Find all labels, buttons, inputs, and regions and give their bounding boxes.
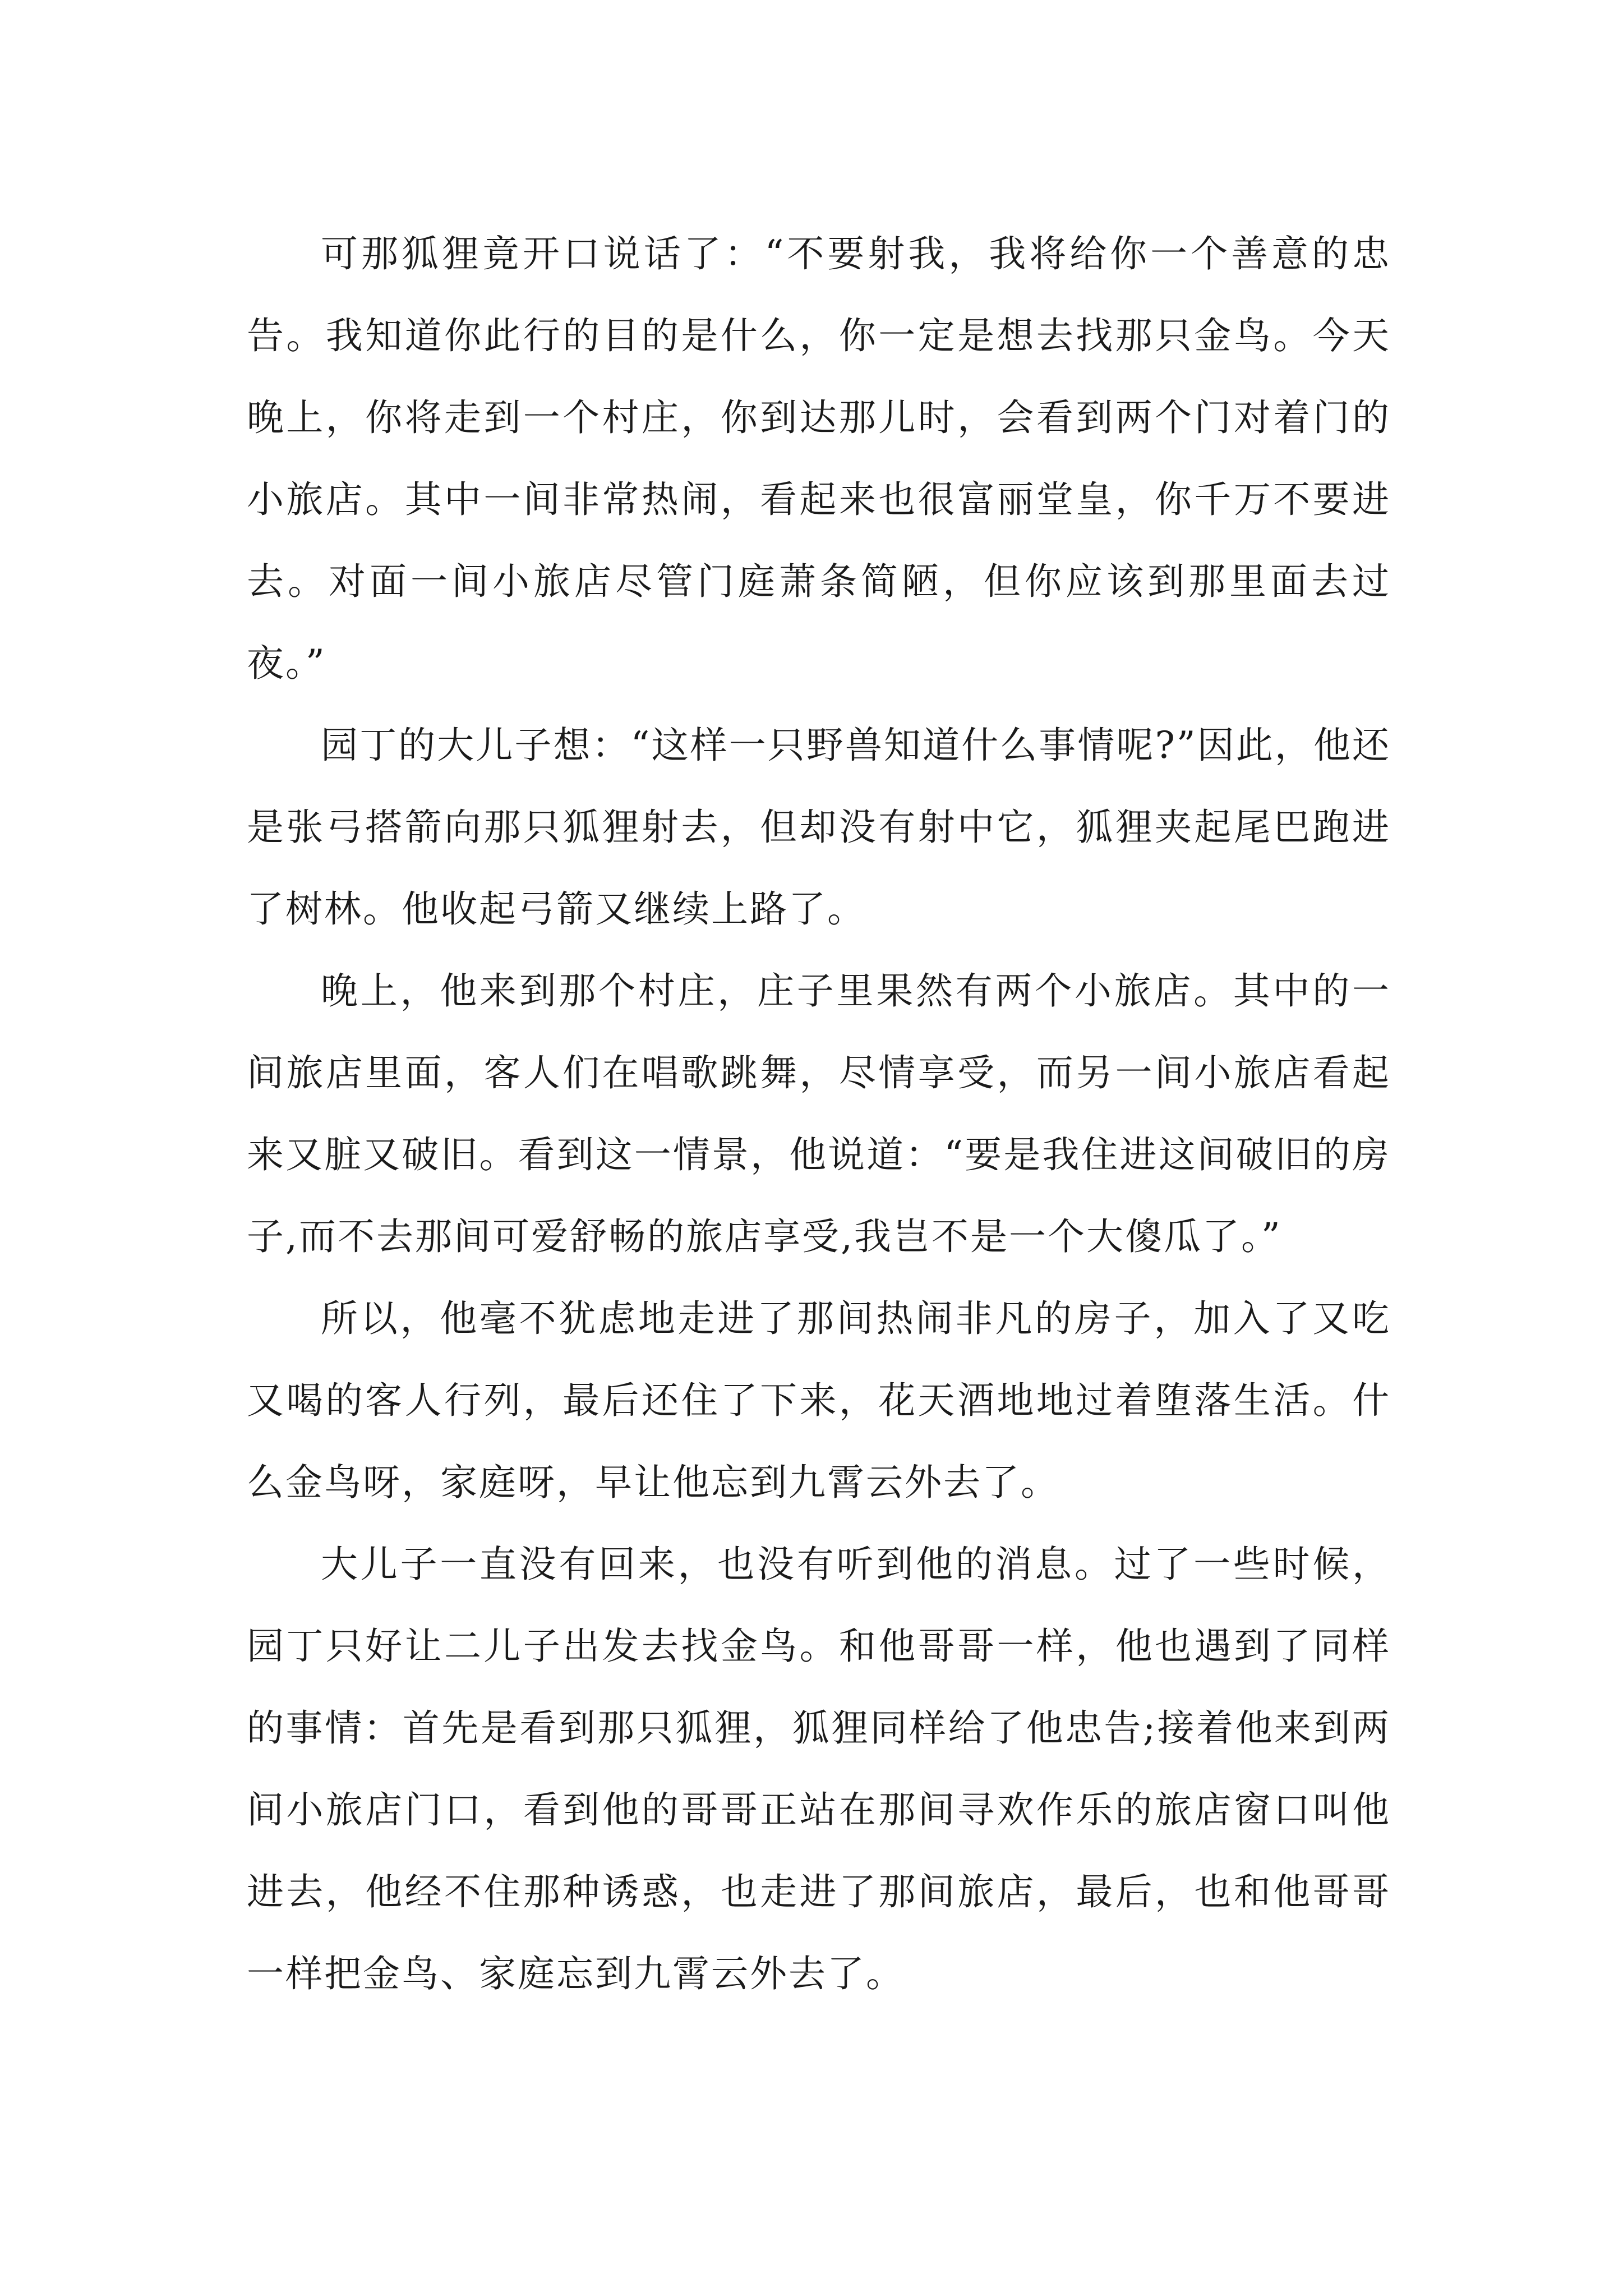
paragraph-1: 可那狐狸竟开口说话了：“不要射我，我将给你一个善意的忠告。我知道你此行的目的是什么，你一定是想去找那只金鸟。今天晚上，你将走到一个村庄，你到达那儿时，会看到两个门对着门的小旅店。其中一间非常热闹，看起来也很富丽堂皇，你千万不要进去。对面一间小旅店尽管门庭萧条简陋，但你应该到那里面去过夜。” <box>247 232 1391 685</box>
story-text <box>247 213 1391 2015</box>
paragraph-2: 园丁的大儿子想：“这样一只野兽知道什么事情呢?”因此，他还是张弓搭箭向那只狐狸射去，但却没有射中它，狐狸夹起尾巴跑进了树林。他收起弓箭又继续上路了。 <box>247 724 1391 931</box>
paragraph-4: 所以，他毫不犹虑地走进了那间热闹非凡的房子，加入了又吃又喝的客人行列，最后还住了下来，花天酒地地过着堕落生活。什么金鸟呀，家庭呀，早让他忘到九霄云外去了。 <box>247 1297 1391 1504</box>
paragraph-5: 大儿子一直没有回来，也没有听到他的消息。过了一些时候，园丁只好让二儿子出发去找金鸟。和他哥哥一样，他也遇到了同样的事情：首先是看到那只狐狸，狐狸同样给了他忠告;接着他来到两间小旅店门口，看到他的哥哥正站在那间寻欢作乐的旅店窗口叫他进去，他经不住那种诱惑，也走进了那间旅店，最后，也和他哥哥一样把金鸟、家庭忘到九霄云外去了。 <box>247 1543 1391 1995</box>
paragraph-3: 晚上，他来到那个村庄，庄子里果然有两个小旅店。其中的一间旅店里面，客人们在唱歌跳舞，尽情享受，而另一间小旅店看起来又脏又破旧。看到这一情景，他说道：“要是我住进这间破旧的房子,而不去那间可爱舒畅的旅店享受,我岂不是一个大傻瓜了。” <box>247 969 1391 1258</box>
